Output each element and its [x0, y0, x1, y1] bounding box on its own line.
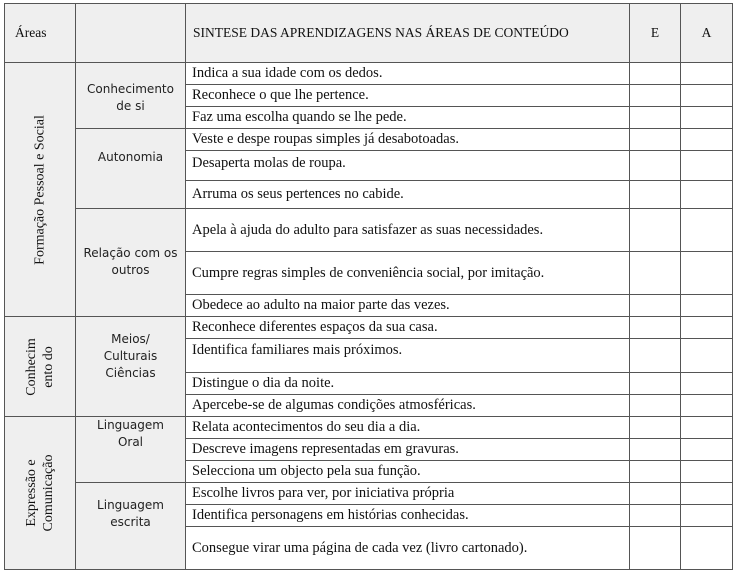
header-col-a: A: [681, 4, 733, 63]
check-cell-e[interactable]: [630, 209, 681, 252]
subarea-label: Autonomia: [97, 150, 164, 164]
item-text: Escolhe livros para ver, por iniciativa própria: [186, 483, 630, 505]
check-cell-e[interactable]: [630, 461, 681, 483]
check-cell-a[interactable]: [681, 295, 733, 317]
item-text: Cumpre regras simples de conveniência social, por imitação.: [186, 252, 630, 295]
item-text: Relata acontecimentos do seu dia a dia.: [186, 417, 630, 439]
subarea-autonomia: [76, 129, 186, 209]
check-cell-a[interactable]: [681, 129, 733, 151]
area-expressao-comunicacao: [5, 417, 76, 570]
check-cell-a[interactable]: [681, 209, 733, 252]
subarea-label: outros: [111, 263, 150, 277]
check-cell-e[interactable]: [630, 417, 681, 439]
subarea-linguagem-escrita: [76, 483, 186, 570]
header-subarea-blank: [76, 4, 186, 63]
check-cell-a[interactable]: [681, 151, 733, 181]
item-text: Apela à ajuda do adulto para satisfazer as suas necessidades.: [186, 209, 630, 252]
subarea-label: Relação com os: [83, 246, 178, 260]
item-text: Veste e despe roupas simples já desabotoadas.: [186, 129, 630, 151]
table-row: [5, 63, 733, 85]
item-text: Reconhece diferentes espaços da sua casa.: [186, 317, 630, 339]
area-title-line-2: ento do: [41, 345, 56, 388]
header-row: [5, 4, 733, 63]
check-cell-e[interactable]: [630, 63, 681, 85]
check-cell-a[interactable]: [681, 317, 733, 339]
subarea-label: Meios/: [111, 332, 150, 346]
check-cell-e[interactable]: [630, 295, 681, 317]
check-cell-e[interactable]: [630, 527, 681, 570]
check-cell-a[interactable]: [681, 505, 733, 527]
item-text: Arruma os seus pertences no cabide.: [186, 181, 630, 209]
item-text: Indica a sua idade com os dedos.: [186, 63, 630, 85]
item-text: Distingue o dia da noite.: [186, 373, 630, 395]
item-text: Faz uma escolha quando se lhe pede.: [186, 107, 630, 129]
subarea-meios-culturais-ciencias: [76, 317, 186, 417]
table-row: [5, 129, 733, 151]
item-text: Obedece ao adulto na maior parte das vezes.: [186, 295, 630, 317]
check-cell-e[interactable]: [630, 395, 681, 417]
area-title-line-1: Expressão e: [24, 459, 39, 527]
subarea-label: Linguagem: [97, 418, 164, 432]
header-areas: Áreas: [5, 4, 76, 63]
area-title-line-2: Comunicação: [41, 454, 56, 532]
check-cell-e[interactable]: [630, 317, 681, 339]
check-cell-e[interactable]: [630, 129, 681, 151]
check-cell-e[interactable]: [630, 373, 681, 395]
item-text: Desaperta molas de roupa.: [186, 151, 630, 181]
header-col-e: E: [630, 4, 681, 63]
check-cell-e[interactable]: [630, 107, 681, 129]
check-cell-a[interactable]: [681, 107, 733, 129]
check-cell-e[interactable]: [630, 181, 681, 209]
subarea-conhecimento-de-si: [76, 63, 186, 129]
check-cell-e[interactable]: [630, 339, 681, 373]
area-formacao-pessoal-social: [5, 63, 76, 317]
area-title-line-1: Conhecim: [24, 337, 39, 396]
subarea-label: de si: [116, 99, 145, 113]
check-cell-a[interactable]: [681, 461, 733, 483]
check-cell-a[interactable]: [681, 527, 733, 570]
item-text: Reconhece o que lhe pertence.: [186, 85, 630, 107]
subarea-relacao-com-os-outros: [76, 209, 186, 317]
subarea-label: Oral: [117, 435, 144, 449]
area-title: Formação Pessoal e Social: [32, 114, 48, 265]
check-cell-e[interactable]: [630, 439, 681, 461]
table-row: [5, 317, 733, 339]
check-cell-a[interactable]: [681, 373, 733, 395]
subarea-label: Culturais: [103, 349, 158, 363]
header-sintese: SINTESE DAS APRENDIZAGENS NAS ÁREAS DE CONTEÚDO: [186, 4, 630, 63]
subarea-label: escrita: [110, 515, 151, 529]
check-cell-a[interactable]: [681, 417, 733, 439]
item-text: Descreve imagens representadas em gravuras.: [186, 439, 630, 461]
item-text: Consegue virar uma página de cada vez (livro cartonado).: [186, 527, 630, 570]
check-cell-a[interactable]: [681, 252, 733, 295]
subarea-label: Ciências: [105, 366, 156, 380]
table-row: [5, 209, 733, 252]
subarea-label: Linguagem: [97, 498, 164, 512]
table-row: [5, 483, 733, 505]
check-cell-a[interactable]: [681, 339, 733, 373]
check-cell-e[interactable]: [630, 483, 681, 505]
check-cell-e[interactable]: [630, 252, 681, 295]
check-cell-a[interactable]: [681, 63, 733, 85]
check-cell-e[interactable]: [630, 85, 681, 107]
check-cell-a[interactable]: [681, 181, 733, 209]
check-cell-a[interactable]: [681, 483, 733, 505]
item-text: Identifica familiares mais próximos.: [186, 339, 630, 373]
item-text: Identifica personagens em histórias conhecidas.: [186, 505, 630, 527]
subarea-linguagem-oral: [76, 417, 186, 483]
check-cell-a[interactable]: [681, 439, 733, 461]
table-row: [5, 417, 733, 439]
item-text: Apercebe-se de algumas condições atmosféricas.: [186, 395, 630, 417]
learning-summary-table: [4, 3, 733, 570]
check-cell-e[interactable]: [630, 505, 681, 527]
area-conhecimento-do-mundo: [5, 317, 76, 417]
subarea-label: Conhecimento: [87, 82, 174, 96]
check-cell-a[interactable]: [681, 85, 733, 107]
check-cell-a[interactable]: [681, 395, 733, 417]
item-text: Selecciona um objecto pela sua função.: [186, 461, 630, 483]
check-cell-e[interactable]: [630, 151, 681, 181]
